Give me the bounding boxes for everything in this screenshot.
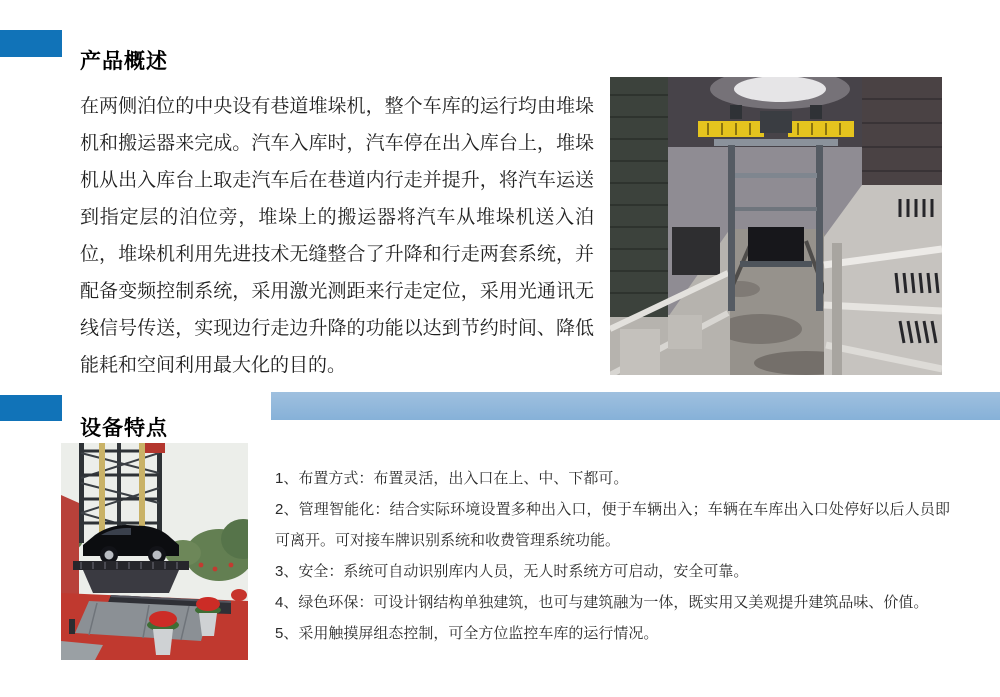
section-accent-chip [0, 30, 62, 57]
rotary-parking-tower-photo [61, 443, 248, 660]
feature-item-1: 1、布置方式：布置灵活，出入口在上、中、下都可。 [275, 470, 629, 487]
section-accent-chip [0, 395, 62, 421]
feature-item-2: 2、管理智能化：结合实际环境设置多种出入口，便于车辆出入；车辆在车库出入口处停好以后人员即可离开。可对接车牌识别系统和收费管理系统功能。 [275, 501, 950, 549]
garage-photo-art [610, 77, 942, 375]
overview-paragraph: 在两侧泊位的中央设有巷道堆垛机，整个车库的运行均由堆垛机和搬运器来完成。汽车入库时，汽车停在出入库台上，堆垛机从出入库台上取走汽车后在巷道内行走并提升，将汽车运送到指定层的泊位旁，堆垛上的搬运器将汽车从堆垛机送入泊位，堆垛机利用先进技术无缝整合了升降和行走两套系统，并配备变频控制系统，采用激光测距来行走定位，采用光通讯无线信号传送，实现边行走边升降的功能以达到节约时间、降低能耗和空间利用最大化的目的。 [80, 96, 594, 376]
section-title-band [271, 392, 1000, 420]
feature-item-4: 4、绿色环保：可设计钢结构单独建筑，也可与建筑融为一体，既实用又美观提升建筑品味、价值。 [275, 594, 929, 611]
feature-item-3: 3、安全：系统可自动识别库内人员，无人时系统方可启动，安全可靠。 [275, 563, 749, 580]
features-list [275, 463, 950, 649]
rotary-photo-art [61, 443, 248, 660]
feature-item-5: 5、采用触摸屏组态控制，可全方位监控车库的运行情况。 [275, 625, 659, 642]
right-rack [824, 185, 942, 375]
overview-section-title: 产品概述 [80, 50, 168, 74]
features-section-title: 设备特点 [80, 417, 168, 441]
stacker-garage-interior-photo [610, 77, 942, 375]
